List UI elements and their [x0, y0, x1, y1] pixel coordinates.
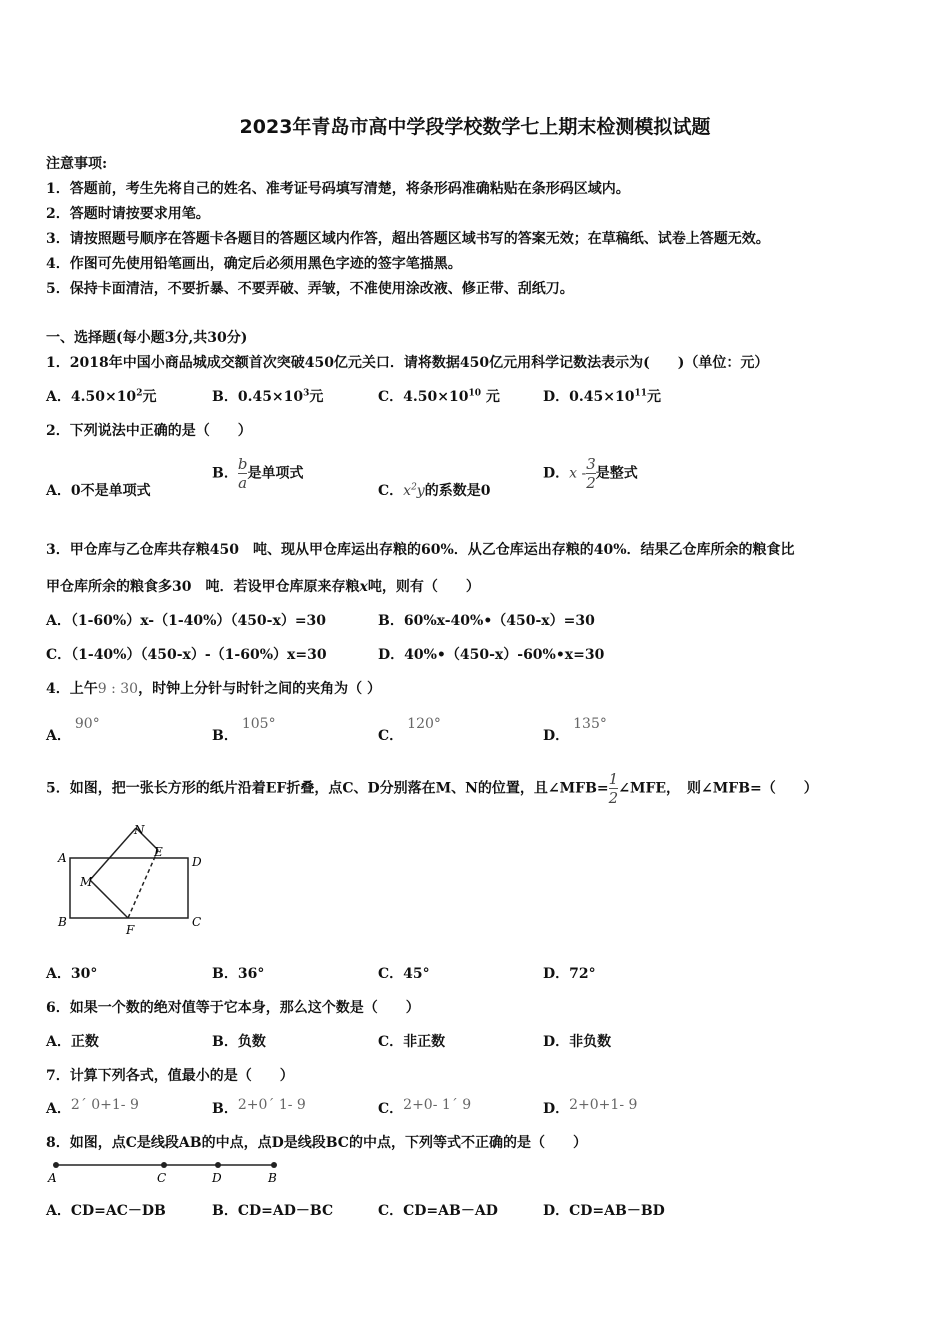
label-b: B — [268, 1171, 277, 1185]
option-text: 元 — [480, 389, 500, 405]
option-label: B． — [212, 728, 238, 744]
fraction — [609, 770, 619, 807]
angle-value: 135° — [573, 716, 607, 732]
q7-option-d[interactable] — [543, 1098, 637, 1118]
fraction — [238, 455, 248, 492]
question-8-stem: 8．如图，点C是线段AB的中点，点D是线段BC的中点，下列等式不正确的是（ ） — [46, 1135, 587, 1151]
option-text: 是整式 — [595, 465, 638, 482]
q1-option-b[interactable] — [212, 386, 323, 406]
option-text: D．0.45×10 — [543, 389, 635, 405]
label-n: N — [134, 823, 145, 837]
point-d — [215, 1162, 221, 1168]
angle-value: 90° — [74, 716, 100, 732]
option-label: B． — [212, 1101, 238, 1117]
option-label: D． — [543, 1101, 570, 1117]
page-title: 2023年青岛市高中学段学校数学七上期末检测模拟试题 — [239, 116, 711, 138]
question-1-stem: 1．2018年中国小商品城成交额首次突破450亿元关口．请将数据450亿元用科学记数法表示为( )（单位：元） — [46, 355, 769, 371]
option-label: A． — [46, 1101, 71, 1117]
folded-rectangle-figure — [50, 820, 220, 940]
q5-option-b[interactable]: B．36° — [212, 966, 265, 982]
q7-option-c[interactable] — [378, 1098, 471, 1118]
option-label: D． — [543, 728, 570, 744]
label-d: D — [212, 1171, 222, 1185]
q5-option-c[interactable]: C．45° — [378, 966, 430, 982]
q6-option-a[interactable]: A．正数 — [46, 1034, 99, 1050]
question-7-stem: 7．计算下列各式，值最小的是（ ） — [46, 1068, 294, 1084]
label-f: F — [126, 923, 135, 937]
option-label: C． — [378, 728, 404, 744]
q1-option-d[interactable] — [543, 386, 661, 406]
numerator: 1 — [608, 770, 619, 788]
question-4-stem — [46, 678, 381, 698]
section-heading: 一、选择题(每小题3分,共30分) — [46, 330, 248, 346]
math-expr: 2´ 0+1- 9 — [70, 1097, 139, 1113]
fraction — [586, 455, 596, 492]
option-text: A．4.50×10 — [46, 389, 137, 405]
exponent: 11 — [634, 388, 647, 399]
q8-option-d[interactable]: D．CD=AB－BD — [543, 1203, 665, 1219]
angle-value: 105° — [241, 716, 276, 732]
math-expr: 2+0´ 1- 9 — [237, 1097, 306, 1113]
stem-text: 5．如图，把一张长方形的纸片沿着EF折叠，点C、D分别落在M、N的位置，且∠MFB= — [46, 780, 609, 797]
label-a: A — [48, 1171, 57, 1185]
option-label: B． — [212, 465, 238, 482]
exponent: 2 — [411, 482, 417, 493]
denominator: 2 — [608, 789, 619, 807]
segment-mn — [90, 828, 136, 880]
point-b — [271, 1162, 277, 1168]
exponent: 2 — [136, 388, 143, 399]
denominator: a — [238, 474, 248, 492]
q1-option-c[interactable] — [378, 386, 500, 406]
variable: x — [359, 579, 368, 595]
q4-option-c[interactable] — [378, 713, 441, 744]
notice-item: 1．答题前，考生先将自己的姓名、准考证号码填写清楚，将条形码准确粘贴在条形码区域内。 — [46, 181, 630, 197]
q3-option-b[interactable]: B．60%x-40%•（450-x）=30 — [378, 613, 595, 629]
q3-option-a[interactable]: A．（1-60%）x-（1-40%）（450-x）=30 — [46, 613, 327, 629]
option-label: C． — [378, 483, 404, 499]
q7-option-a[interactable] — [46, 1098, 139, 1118]
point-a — [53, 1162, 59, 1168]
math-expr: x - — [569, 465, 587, 482]
q6-option-b[interactable]: B．负数 — [212, 1034, 266, 1050]
time-expr: 9 : 30 — [97, 681, 139, 697]
option-label: D． — [543, 465, 570, 482]
numerator: 3 — [586, 455, 596, 473]
exponent: 3 — [303, 388, 310, 399]
notice-heading: 注意事项: — [46, 156, 108, 172]
q2-option-a[interactable]: A．0不是单项式 — [46, 483, 151, 499]
notice-item: 2．答题时请按要求用笔。 — [46, 206, 210, 222]
math-expr: x — [403, 483, 412, 499]
q8-option-b[interactable]: B．CD=AD－BC — [212, 1203, 334, 1219]
label-d: D — [192, 855, 202, 869]
point-c — [161, 1162, 167, 1168]
label-c: C — [157, 1171, 167, 1185]
question-3-stem-line2 — [46, 576, 480, 596]
question-6-stem: 6．如果一个数的绝对值等于它本身，那么这个数是（ ） — [46, 1000, 420, 1016]
q3-option-c[interactable]: C．（1-40%）（450-x）-（1-60%）x=30 — [46, 647, 327, 663]
q5-option-a[interactable]: A．30° — [46, 966, 98, 982]
q4-option-a[interactable] — [46, 713, 100, 744]
option-text: C．4.50×10 — [378, 389, 469, 405]
notice-item: 3．请按照题号顺序在答题卡各题目的答题区域内作答，超出答题区域书写的答案无效；在草稿纸、试卷上答题无效。 — [46, 231, 770, 247]
option-text: 的系数是0 — [424, 483, 491, 499]
q4-option-d[interactable] — [543, 713, 607, 744]
q2-option-b[interactable] — [212, 455, 303, 492]
stem-text: 4．上午 — [46, 681, 98, 697]
exponent: 10 — [468, 388, 481, 399]
numerator: b — [237, 455, 248, 473]
stem-text: 吨，则有（ ） — [367, 579, 480, 595]
label-b: B — [58, 915, 67, 929]
option-label: A． — [46, 728, 71, 744]
option-text: 元 — [142, 389, 157, 405]
q1-option-a[interactable] — [46, 386, 156, 406]
option-text: 是单项式 — [247, 465, 304, 482]
stem-text: ∠MFE， 则∠MFB=（ ） — [618, 780, 818, 797]
label-c: C — [192, 915, 202, 929]
notice-item: 5．保持卡面清洁，不要折暴、不要弄破、弄皱，不准使用涂改液、修正带、刮纸刀。 — [46, 281, 574, 297]
stem-text: ，时钟上分针与时针之间的夹角为（ ） — [138, 681, 381, 697]
label-m: M — [80, 875, 93, 889]
q5-option-d[interactable]: D．72° — [543, 966, 596, 982]
q4-option-b[interactable] — [212, 713, 276, 744]
label-e: E — [154, 845, 163, 859]
notice-item: 4．作图可先使用铅笔画出，确定后必须用黑色字迹的签字笔描黑。 — [46, 256, 462, 272]
q2-option-c[interactable] — [378, 480, 490, 500]
question-3-stem-line1: 3．甲仓库与乙仓库共存粮450 吨、现从甲仓库运出存粮的60%．从乙仓库运出存粮的40%．结果乙仓库所余的粮食比 — [46, 542, 795, 558]
segment-mf — [90, 880, 128, 918]
q2-option-d[interactable] — [543, 455, 638, 492]
question-5-stem — [46, 770, 818, 807]
math-expr: y — [416, 483, 425, 499]
q8-option-c[interactable]: C．CD=AB－AD — [378, 1203, 498, 1219]
option-text: 元 — [309, 389, 324, 405]
q6-option-d[interactable]: D．非负数 — [543, 1034, 612, 1050]
q6-option-c[interactable]: C．非正数 — [378, 1034, 446, 1050]
fold-line-ef — [128, 850, 158, 918]
math-expr: 2+0- 1´ 9 — [403, 1097, 472, 1113]
q7-option-b[interactable] — [212, 1098, 306, 1118]
denominator: 2 — [586, 474, 596, 492]
label-a: A — [58, 851, 67, 865]
option-text: 元 — [646, 389, 661, 405]
angle-value: 120° — [407, 716, 441, 732]
option-text: B．0.45×10 — [212, 389, 304, 405]
q3-option-d[interactable]: D．40%•（450-x）-60%•x=30 — [378, 647, 605, 663]
math-expr: 2+0+1- 9 — [569, 1097, 638, 1113]
q8-option-a[interactable]: A．CD=AC－DB — [46, 1203, 166, 1219]
stem-text: 甲仓库所余的粮食多30 吨．若设甲仓库原来存粮 — [46, 579, 360, 595]
question-2-stem: 2．下列说法中正确的是（ ） — [46, 423, 252, 439]
segment-figure — [44, 1156, 294, 1188]
option-label: C． — [378, 1101, 404, 1117]
